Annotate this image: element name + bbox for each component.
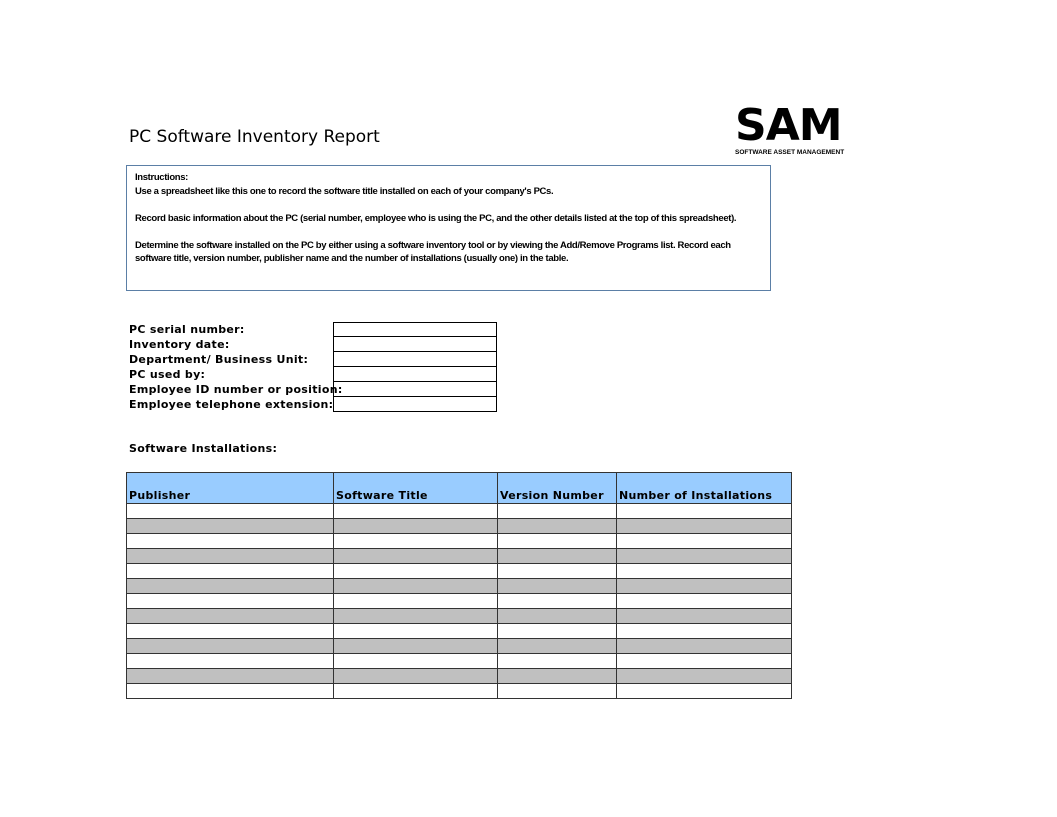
version-number-cell[interactable]	[498, 624, 617, 639]
page-title: PC Software Inventory Report	[129, 127, 380, 147]
table-row	[127, 594, 792, 609]
publisher-cell[interactable]	[127, 609, 334, 624]
version-number-cell[interactable]	[498, 564, 617, 579]
table-header-row	[127, 473, 792, 504]
employee-id-field[interactable]	[333, 382, 497, 397]
publisher-cell[interactable]	[127, 564, 334, 579]
software-title-cell[interactable]	[334, 594, 498, 609]
publisher-cell[interactable]	[127, 624, 334, 639]
column-header-software-title: Software Title	[334, 473, 498, 504]
installations-cell[interactable]	[617, 504, 792, 519]
sam-logo	[735, 100, 845, 160]
software-title-cell[interactable]	[334, 564, 498, 579]
column-header-publisher: Publisher	[127, 473, 334, 504]
inventory-date-field[interactable]	[333, 337, 497, 352]
software-title-cell[interactable]	[334, 624, 498, 639]
version-number-cell[interactable]	[498, 549, 617, 564]
table-row	[127, 534, 792, 549]
publisher-cell[interactable]	[127, 684, 334, 699]
instructions-heading: Instructions:	[135, 172, 188, 183]
installations-cell[interactable]	[617, 549, 792, 564]
instructions-box	[126, 165, 771, 291]
field-label: Inventory date:	[129, 338, 230, 351]
table-row	[127, 684, 792, 699]
column-header-version-number: Version Number	[498, 473, 617, 504]
spacer	[135, 198, 762, 212]
software-title-cell[interactable]	[334, 504, 498, 519]
table-row	[127, 549, 792, 564]
installations-cell[interactable]	[617, 654, 792, 669]
logo-mark: SAM	[735, 100, 842, 151]
instructions-line-1: Use a spreadsheet like this one to record the software title installed on each of your company's PCs.	[135, 185, 554, 197]
software-title-cell[interactable]	[334, 579, 498, 594]
table-row	[127, 504, 792, 519]
instructions-paragraph-2: Record basic information about the PC (serial number, employee who is using the PC, and the other details listed at the top of this spreadsheet).	[135, 212, 737, 224]
pc-used-by-field[interactable]	[333, 367, 497, 382]
version-number-cell[interactable]	[498, 639, 617, 654]
software-title-cell[interactable]	[334, 534, 498, 549]
table-row	[127, 609, 792, 624]
field-label: PC used by:	[129, 368, 206, 381]
table-row	[127, 669, 792, 684]
installations-cell[interactable]	[617, 519, 792, 534]
instructions-paragraph-3: Determine the software installed on the PC by either using a software inventory tool or by viewing the Add/Remove Programs list. Record each software title, version number, publisher name and the number of installations (usually one) in the table.	[135, 239, 731, 264]
table-row	[127, 519, 792, 534]
software-title-cell[interactable]	[334, 669, 498, 684]
installations-cell[interactable]	[617, 609, 792, 624]
column-header-installations: Number of Installations	[617, 473, 792, 504]
publisher-cell[interactable]	[127, 639, 334, 654]
version-number-cell[interactable]	[498, 594, 617, 609]
software-title-cell[interactable]	[334, 684, 498, 699]
table-row	[127, 639, 792, 654]
publisher-cell[interactable]	[127, 549, 334, 564]
field-label: Employee ID number or position:	[129, 383, 343, 396]
installations-cell[interactable]	[617, 579, 792, 594]
software-title-cell[interactable]	[334, 609, 498, 624]
publisher-cell[interactable]	[127, 504, 334, 519]
installations-cell[interactable]	[617, 669, 792, 684]
version-number-cell[interactable]	[498, 579, 617, 594]
publisher-cell[interactable]	[127, 654, 334, 669]
department-field[interactable]	[333, 352, 497, 367]
version-number-cell[interactable]	[498, 504, 617, 519]
version-number-cell[interactable]	[498, 519, 617, 534]
telephone-extension-field[interactable]	[333, 397, 497, 412]
software-title-cell[interactable]	[334, 549, 498, 564]
installations-cell[interactable]	[617, 639, 792, 654]
section-label: Software Installations:	[129, 442, 278, 455]
publisher-cell[interactable]	[127, 519, 334, 534]
table-row	[127, 624, 792, 639]
software-title-cell[interactable]	[334, 654, 498, 669]
installations-cell[interactable]	[617, 564, 792, 579]
table-body	[127, 504, 792, 699]
table-row	[127, 579, 792, 594]
installations-cell[interactable]	[617, 684, 792, 699]
publisher-cell[interactable]	[127, 594, 334, 609]
installations-cell[interactable]	[617, 624, 792, 639]
serial-number-field[interactable]	[333, 322, 497, 337]
table-row	[127, 654, 792, 669]
table-row	[127, 564, 792, 579]
version-number-cell[interactable]	[498, 669, 617, 684]
logo-tagline: SOFTWARE ASSET MANAGEMENT	[735, 149, 845, 156]
version-number-cell[interactable]	[498, 684, 617, 699]
installations-cell[interactable]	[617, 594, 792, 609]
version-number-cell[interactable]	[498, 609, 617, 624]
field-label: Employee telephone extension:	[129, 398, 334, 411]
installations-cell[interactable]	[617, 534, 792, 549]
field-label: Department/ Business Unit:	[129, 353, 309, 366]
software-title-cell[interactable]	[334, 519, 498, 534]
version-number-cell[interactable]	[498, 654, 617, 669]
publisher-cell[interactable]	[127, 534, 334, 549]
software-title-cell[interactable]	[334, 639, 498, 654]
publisher-cell[interactable]	[127, 669, 334, 684]
installations-table	[126, 472, 792, 699]
version-number-cell[interactable]	[498, 534, 617, 549]
publisher-cell[interactable]	[127, 579, 334, 594]
spacer	[135, 225, 762, 239]
field-label: PC serial number:	[129, 323, 245, 336]
